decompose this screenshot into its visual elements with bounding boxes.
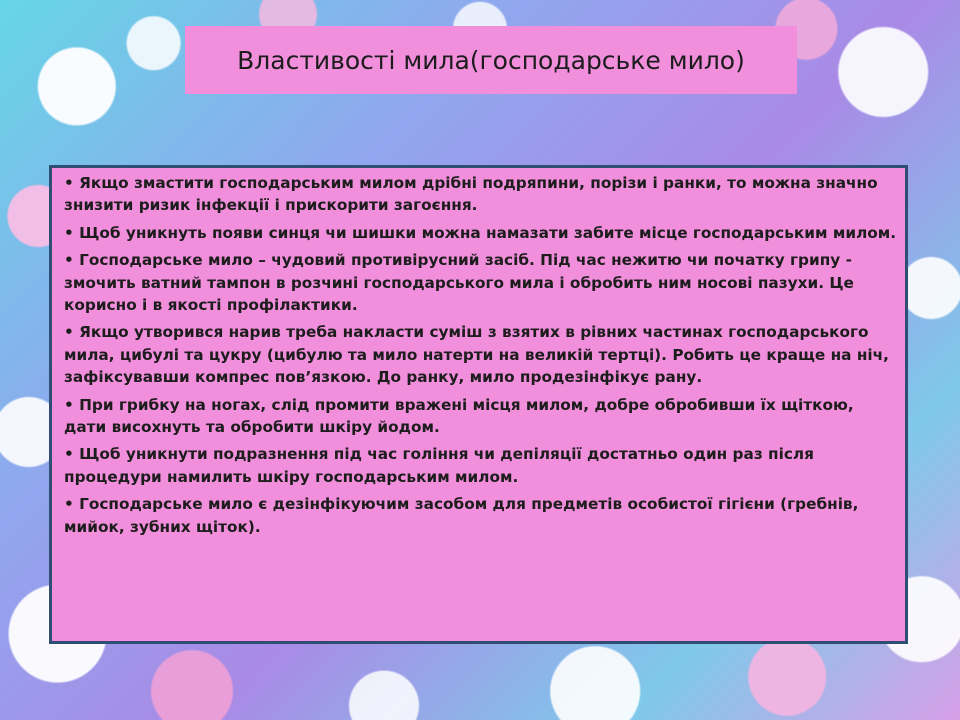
bullet-item: • Якщо змастити господарським милом дрібні подряпини, порізи і ранки, то можна значно знизити ризик інфекції і прискорити загоєння.: [64, 174, 878, 215]
bullet-item: • Якщо утворився нарив треба накласти суміш з взятих в рівних частинах господарського мила, цибулі та цукру (цибулю та мило натерти на великій тертці). Робить це краще на ніч, зафіксувавши компрес пов’язкою. До ранку, мило продезінфікує рану.: [64, 323, 889, 387]
content-box: [49, 165, 908, 644]
bullet-item: • Щоб уникнути подразнення під час гоління чи депіляції достатньо один раз після процедури намилить шкіру господарським милом.: [64, 445, 814, 486]
bullet-item: • При грибку на ногах, слід промити вражені місця милом, добре обробивши їх щіткою, дати висохнуть та обробити шкіру йодом.: [64, 395, 854, 437]
bullet-item: • Щоб уникнуть появи синця чи шишки можна намазати забите місце господарським милом.: [64, 223, 897, 242]
bullet-item: • Господарське мило – чудовий противірусний засіб. Під час нежитю чи початку грипу - змочить ватний тампон в розчині господарського мила і обробить ним носові пазухи. Це корисно і в якості профілактики.: [64, 251, 854, 315]
bullet-item: • Господарське мило є дезінфікуючим засобом для предметів особистої гігієни (гребнів, мийок, зубних щіток).: [64, 495, 859, 536]
slide-title: Властивості мила(господарське мило): [185, 26, 797, 94]
